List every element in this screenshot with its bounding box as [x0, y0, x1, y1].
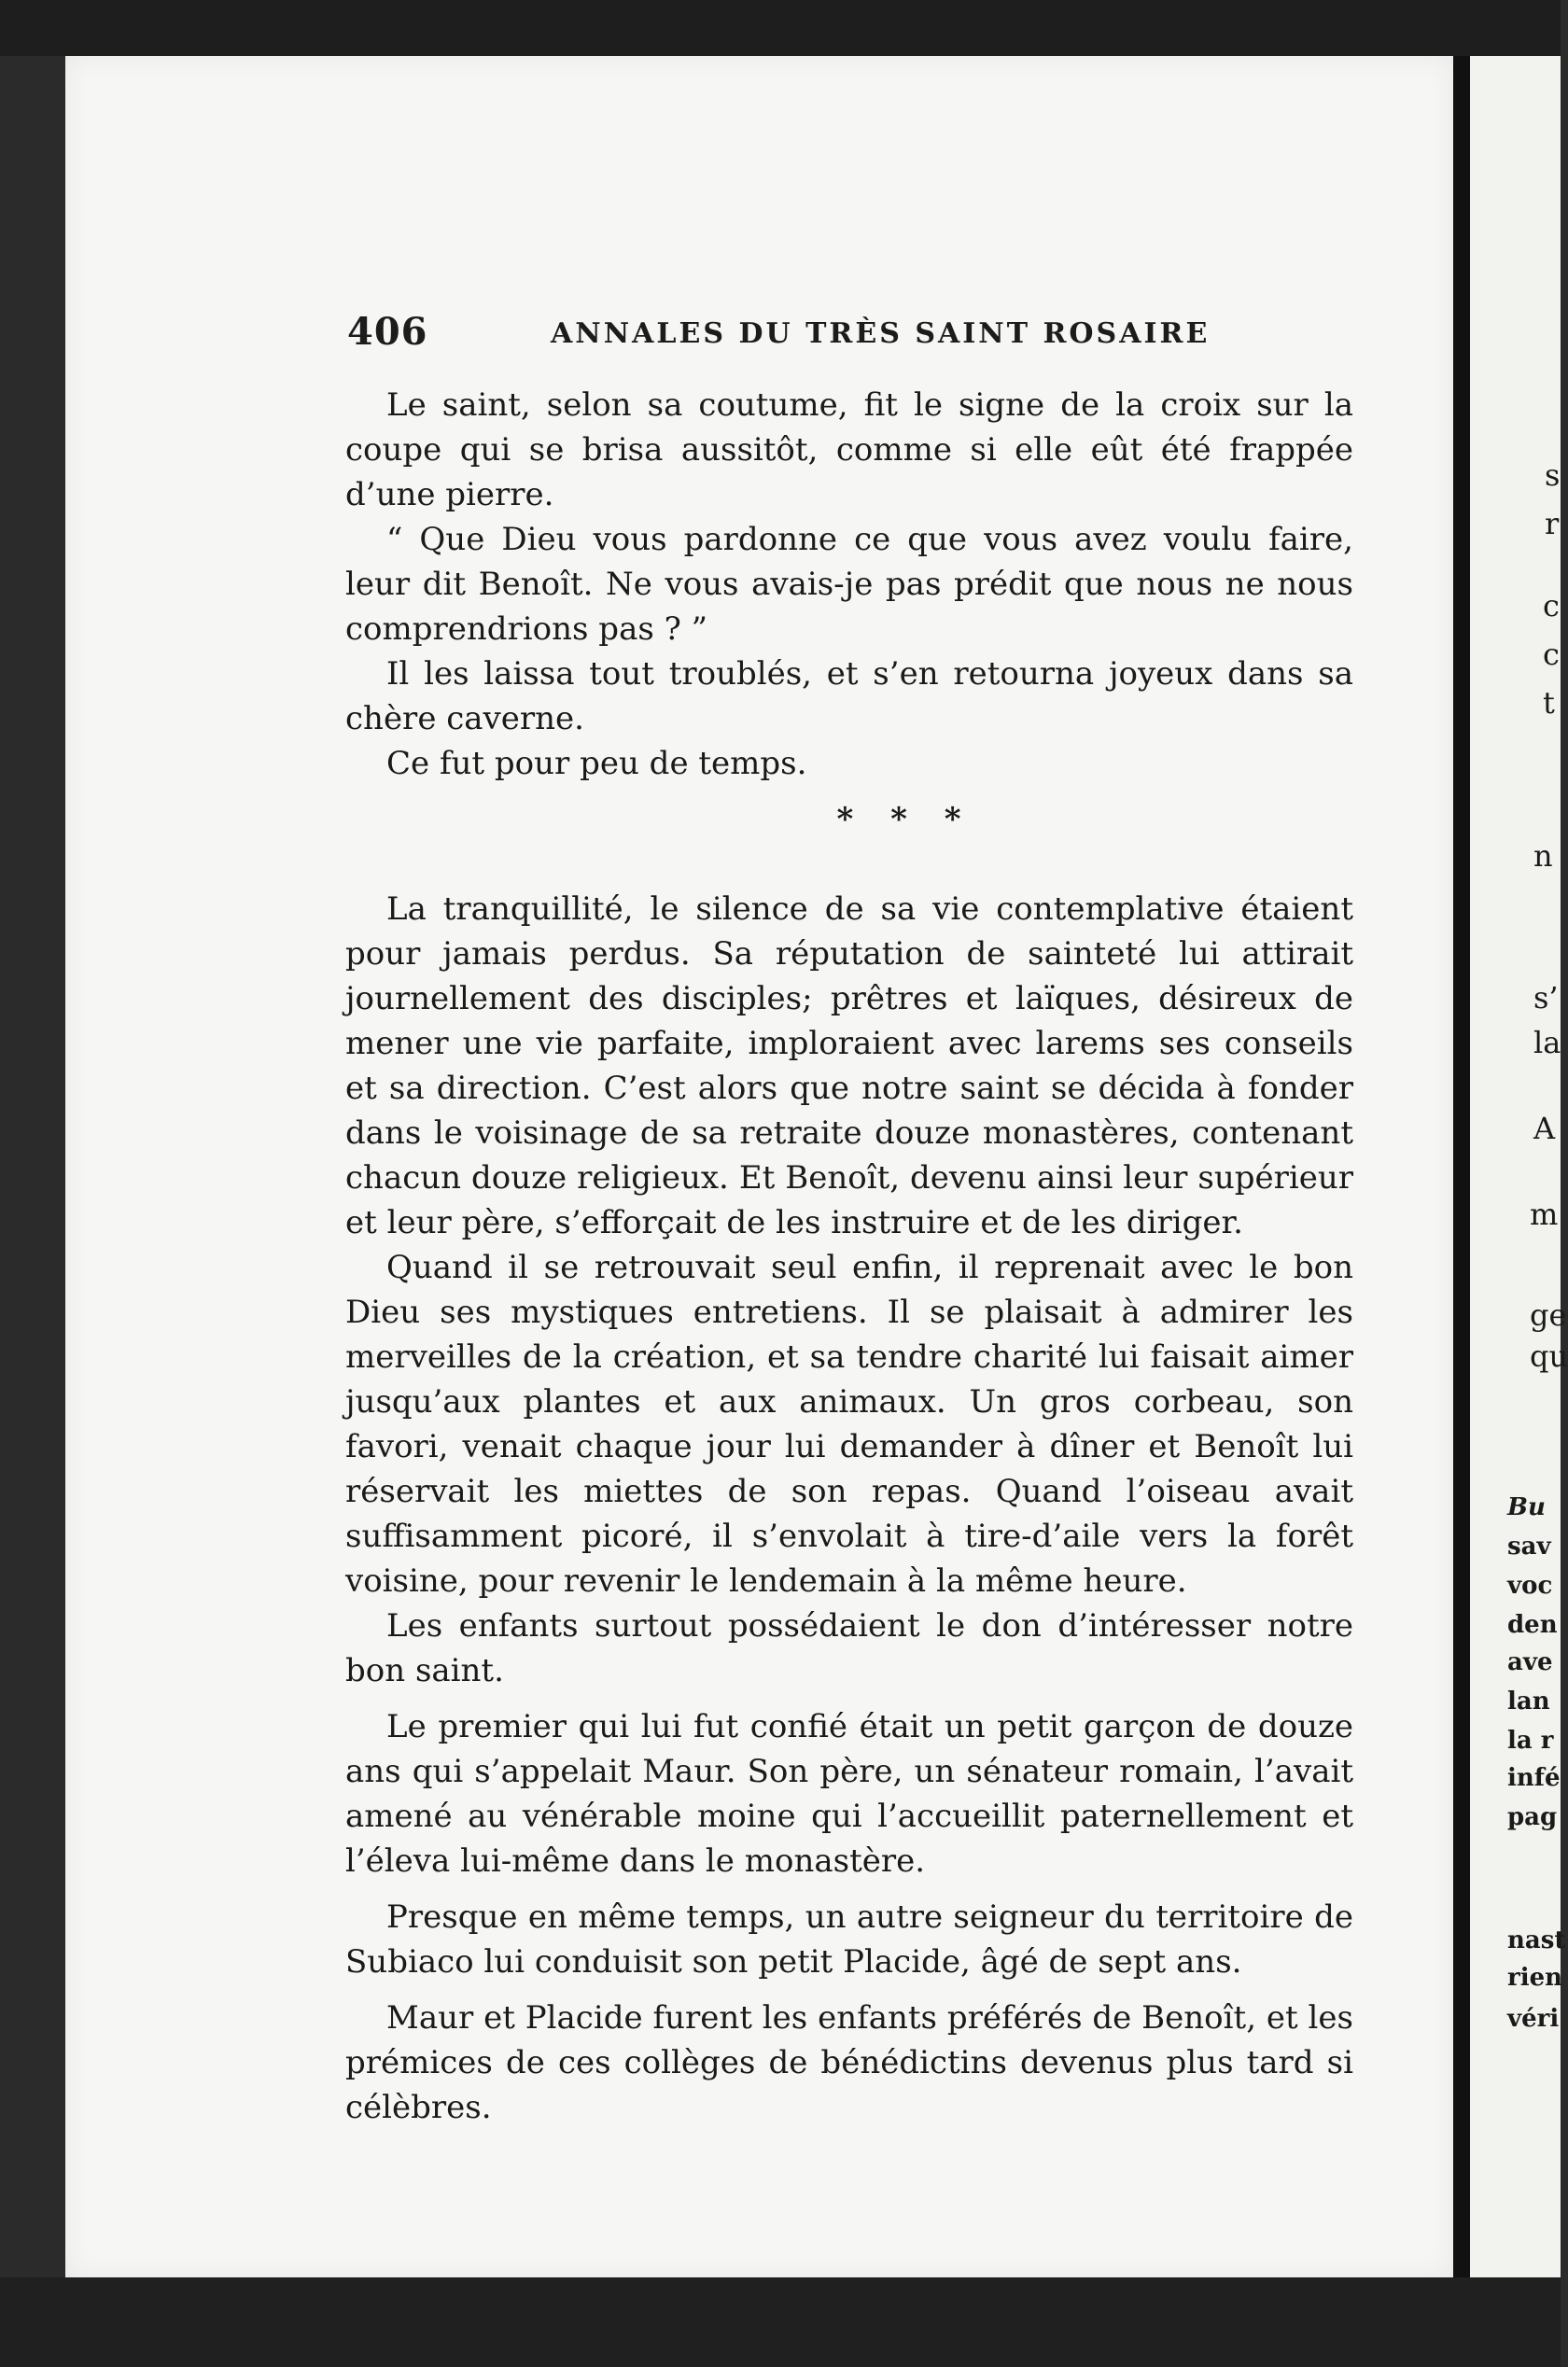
paragraph: “ Que Dieu vous pardonne ce que vous avez voulu faire, leur dit Benoît. Ne vous avais-je pas prédit que nous ne nous comprendrions pas ? ”	[345, 521, 1353, 648]
paragraph: Il les laissa tout troublés, et s’en retourna joyeux dans sa chère caverne.	[345, 655, 1353, 737]
facing-page-fragments	[1470, 56, 1568, 2277]
paragraph: Les enfants surtout possédaient le don d’intéresser notre bon saint.	[345, 1607, 1353, 1689]
fragment: lan	[1507, 1688, 1550, 1716]
fragment: Bu	[1507, 1493, 1546, 1521]
fragment: m	[1530, 1197, 1559, 1232]
body-text	[345, 383, 1353, 2130]
paragraph: Le saint, selon sa coutume, fit le signe de la croix sur la coupe qui se brisa aussitôt, comme si elle eût été frappée d’une pierre.	[345, 386, 1353, 513]
fragment: la	[1533, 1025, 1561, 1060]
fragment: s	[1545, 457, 1561, 493]
fragment: nast	[1507, 1926, 1566, 1954]
paragraph: Presque en même temps, un autre seigneur du territoire de Subiaco lui conduisit son petit Placide, âgé de sept ans.	[345, 1898, 1353, 1981]
fragment: n	[1533, 838, 1553, 874]
page-header	[347, 310, 1353, 357]
fragment: c	[1543, 588, 1560, 623]
fragment: c	[1543, 637, 1560, 672]
fragment: den	[1507, 1611, 1558, 1639]
facing-page-edge	[1470, 56, 1568, 2277]
fragment: la r	[1507, 1727, 1554, 1755]
section-break-asterism: * * *	[836, 801, 974, 838]
paragraph: La tranquillité, le silence de sa vie contemplative étaient pour jamais perdus. Sa réputation de sainteté lui attirait journellement des disciples; prêtres et laïques, désireux de mener une vie parfaite, imploraient avec larems ses conseils et sa direction. C’est alors que notre saint se décida à fonder dans le voisinage de sa retraite douze monastères, contenant chacun douze religieux. Et Benoît, devenu ainsi leur supérieur et leur père, s’efforçait de les instruire et de les diriger.	[345, 890, 1353, 1241]
scan-border-bottom	[0, 2277, 1561, 2367]
fragment: qu	[1530, 1338, 1568, 1374]
page-number: 406	[347, 310, 428, 354]
fragment: sav	[1507, 1533, 1551, 1561]
paragraph: Ce fut pour peu de temps.	[386, 745, 807, 782]
fragment: infé	[1507, 1764, 1561, 1792]
fragment: voc	[1507, 1572, 1553, 1600]
fragment: rien	[1507, 1964, 1563, 1992]
fragment: A	[1533, 1111, 1556, 1146]
paragraph: Le premier qui lui fut confié était un petit garçon de douze ans qui s’appelait Maur. Son père, un sénateur romain, l’avait amené au vénérable moine qui l’accueillit paternellement et l’éleva lui-même dans le monastère.	[345, 1708, 1353, 1880]
book-gutter	[1453, 56, 1470, 2277]
fragment: pag	[1507, 1803, 1558, 1831]
fragment: t	[1543, 685, 1555, 721]
fragment: ge	[1530, 1297, 1567, 1333]
scan-border-top	[0, 0, 1561, 56]
fragment: ave	[1507, 1648, 1553, 1676]
fragment: s’	[1533, 980, 1559, 1015]
fragment: véri	[1507, 2005, 1560, 2033]
paragraph: Quand il se retrouvait seul enfin, il reprenait avec le bon Dieu ses mystiques entretiens. Il se plaisait à admirer les merveilles de la création, et sa tendre charité lui faisait aimer jusqu’aux plantes et aux animaux. Un gros corbeau, son favori, venait chaque jour lui demander à dîner et Benoît lui réservait les miettes de son repas. Quand l’oiseau avait suffisamment picoré, il s’envolait à tire-d’aile vers la forêt voisine, pour revenir le lendemain à la même heure.	[345, 1249, 1353, 1600]
fragment: r	[1545, 506, 1560, 541]
paragraph: Maur et Placide furent les enfants préférés de Benoît, et les prémices de ces collèges de bénédictins devenus plus tard si célèbres.	[345, 1999, 1353, 2126]
running-title: ANNALES DU TRÈS SAINT ROSAIRE	[551, 317, 1211, 350]
